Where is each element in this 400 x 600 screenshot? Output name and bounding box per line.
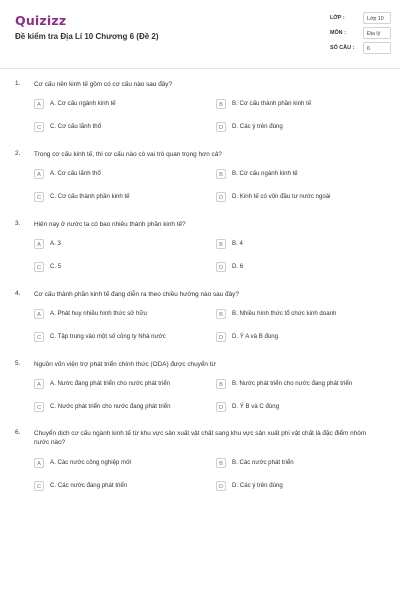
quizizz-logo: Quizizz bbox=[15, 13, 67, 28]
option-text: A. Cơ cấu lãnh thổ bbox=[50, 170, 101, 177]
question-text: Hiện nay ở nước ta có bao nhiêu thành phần kinh tế? bbox=[34, 221, 186, 228]
question-number: 4. bbox=[15, 290, 21, 297]
option-letter-box: D bbox=[216, 122, 226, 132]
question-number: 6. bbox=[15, 429, 21, 436]
question-text: Nguồn vốn viện trợ phát triển chính thức (ODA) được chuyển từ bbox=[34, 361, 216, 368]
option-letter-box: A bbox=[34, 309, 44, 319]
meta-value: Lớp 10 bbox=[363, 12, 391, 24]
option-letter-box: C bbox=[34, 122, 44, 132]
option-letter-box: C bbox=[34, 192, 44, 202]
option-text: B. 4 bbox=[232, 240, 243, 247]
question-number: 2. bbox=[15, 150, 21, 157]
option-text: D. Ý B và C đúng bbox=[232, 403, 280, 410]
option-letter-box: D bbox=[216, 332, 226, 342]
option-letter-box: A bbox=[34, 99, 44, 109]
option-text: B. Cơ cấu thành phần kinh tế bbox=[232, 100, 312, 107]
option-text: C. Cơ cấu thành phần kinh tế bbox=[50, 193, 130, 200]
option-letter-box: B bbox=[216, 458, 226, 468]
meta-value: 6 bbox=[363, 42, 391, 54]
option-text: D. Ý A và B đúng bbox=[232, 333, 279, 340]
option-letter-box: A bbox=[34, 169, 44, 179]
option-text: D. Kinh tế có vốn đầu tư nước ngoài bbox=[232, 193, 331, 200]
option-letter-box: A bbox=[34, 458, 44, 468]
option-text: A. Phát huy nhiều hình thức sở hữu bbox=[50, 310, 147, 317]
option-text: C. 5 bbox=[50, 263, 62, 270]
option-text: B. Nhiều hình thức tổ chức kinh doanh bbox=[232, 310, 337, 317]
meta-label: MÔN : bbox=[330, 30, 346, 36]
question-number: 1. bbox=[15, 80, 21, 87]
option-text: D. Các ý trên đúng bbox=[232, 482, 283, 489]
option-letter-box: C bbox=[34, 262, 44, 272]
question-text: Trong cơ cấu kinh tế, thì cơ cấu nào có vai trò quan trọng hơn cả? bbox=[34, 151, 222, 158]
option-letter-box: D bbox=[216, 402, 226, 412]
question-number: 3. bbox=[15, 220, 21, 227]
option-text: C. Tập trung vào một số công ty Nhà nước bbox=[50, 333, 166, 340]
worksheet-title: Đề kiểm tra Địa Lí 10 Chương 6 (Đề 2) bbox=[15, 32, 159, 41]
option-letter-box: D bbox=[216, 481, 226, 491]
option-letter-box: B bbox=[216, 99, 226, 109]
option-letter-box: D bbox=[216, 262, 226, 272]
question-text: Cơ cấu thành phần kinh tế đang diễn ra theo chiều hướng nào sau đây? bbox=[34, 291, 239, 298]
option-text: D. 6 bbox=[232, 263, 244, 270]
option-text: C. Các nước đang phát triển bbox=[50, 482, 128, 489]
option-text: B. Cơ cấu ngành kinh tế bbox=[232, 170, 298, 177]
option-letter-box: C bbox=[34, 402, 44, 412]
option-text: A. Nước đang phát triển cho nước phát triển bbox=[50, 380, 171, 387]
option-text: B. Nước phát triển cho nước đang phát triển bbox=[232, 380, 353, 387]
question-text: Chuyển dịch cơ cấu ngành kinh tế từ khu vực sản xuất vật chất sang khu vực sản xuất phi vật chất là đặc điểm nhóm nước nào? bbox=[34, 430, 367, 446]
option-letter-box: B bbox=[216, 309, 226, 319]
worksheet-meta bbox=[330, 14, 385, 59]
worksheet-header bbox=[0, 0, 400, 68]
option-letter-box: A bbox=[34, 239, 44, 249]
meta-label: LỚP : bbox=[330, 15, 345, 21]
option-letter-box: B bbox=[216, 239, 226, 249]
question-number: 5. bbox=[15, 360, 21, 367]
option-text: C. Cơ cấu lãnh thổ bbox=[50, 123, 102, 130]
header-divider bbox=[0, 68, 400, 69]
option-letter-box: D bbox=[216, 192, 226, 202]
option-text: D. Các ý trên đúng bbox=[232, 123, 283, 130]
option-letter-box: B bbox=[216, 379, 226, 389]
meta-value: Địa lý bbox=[363, 27, 391, 39]
option-text: B. Các nước phát triển bbox=[232, 459, 294, 466]
option-letter-box: B bbox=[216, 169, 226, 179]
meta-row-count bbox=[330, 44, 385, 59]
option-text: A. 3 bbox=[50, 240, 61, 247]
option-letter-box: A bbox=[34, 379, 44, 389]
question-text: Cơ cấu nền kinh tế gồm có cơ cấu nào sau đây? bbox=[34, 81, 173, 88]
option-text: A. Cơ cấu ngành kinh tế bbox=[50, 100, 116, 107]
option-letter-box: C bbox=[34, 481, 44, 491]
option-text: A. Các nước công nghiệp mới bbox=[50, 459, 132, 466]
meta-label: SỐ CÂU : bbox=[330, 45, 355, 51]
option-text: C. Nước phát triển cho nước đang phát triển bbox=[50, 403, 171, 410]
option-letter-box: C bbox=[34, 332, 44, 342]
